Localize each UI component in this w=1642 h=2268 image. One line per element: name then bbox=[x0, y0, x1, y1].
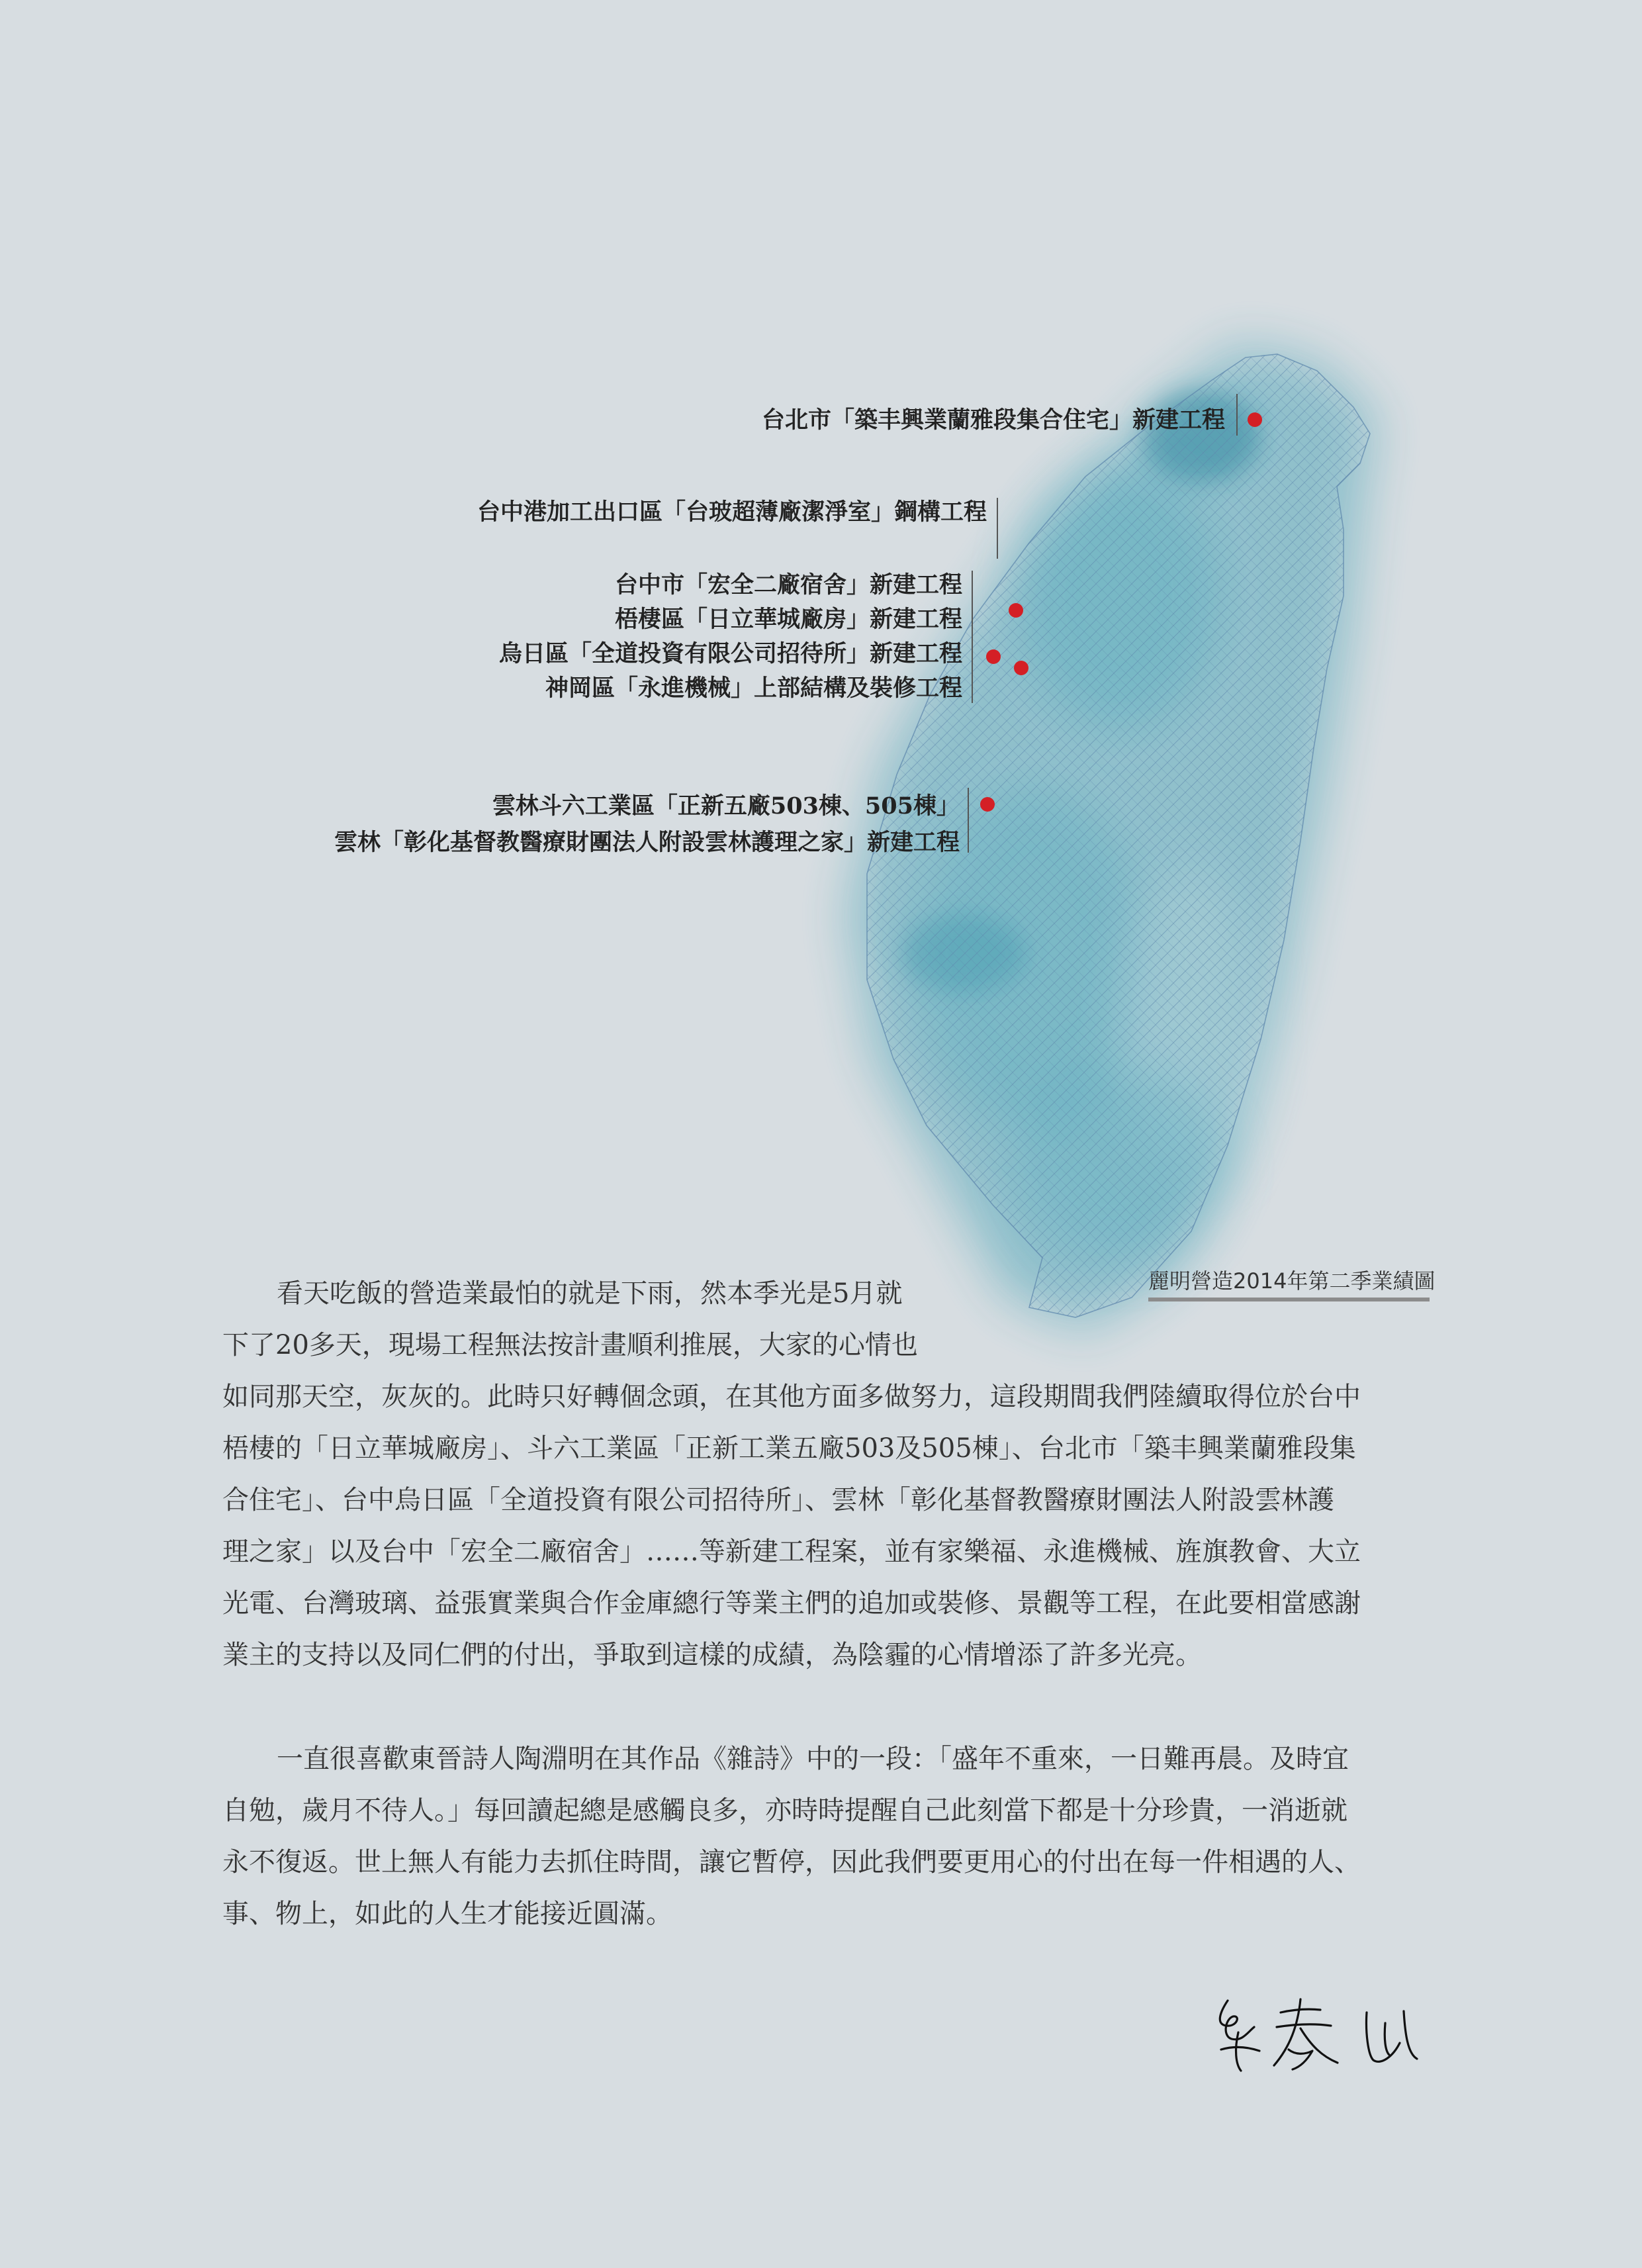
project-label-hongquan: 台中市「宏全二廠宿舍」新建工程 bbox=[614, 571, 962, 598]
project-label-wuri: 烏日區「全道投資有限公司招待所」新建工程 bbox=[498, 640, 962, 667]
paragraph2-line-3: 永不復返。世上無人有能力去抓住時間，讓它暫停，因此我們要更用心的付出在每一件相遇的人、 bbox=[222, 1847, 1361, 1877]
paragraph1-line-1: 看天吃飯的營造業最怕的就是下雨，然本季光是5月就 bbox=[277, 1278, 903, 1309]
project-marker-wuqi bbox=[1009, 603, 1023, 618]
callout-line-taichung-group bbox=[972, 571, 973, 703]
paragraph2-line-2: 自勉，歲月不待人。」每回讀起總是感觸良多，亦時時提醒自己此刻當下都是十分珍貴，一消逝就 bbox=[222, 1795, 1347, 1826]
signature-image bbox=[1208, 1986, 1426, 2085]
project-marker-taipei bbox=[1248, 412, 1262, 427]
paragraph2-line-4: 事、物上，如此的人生才能接近圓滿。 bbox=[222, 1899, 672, 1929]
paragraph1-line-3: 如同那天空，灰灰的。此時只好轉個念頭，在其他方面多做努力，這段期間我們陸續取得位於台中 bbox=[222, 1382, 1361, 1412]
project-label-shengang: 神岡區「永進機械」上部結構及裝修工程 bbox=[545, 675, 962, 702]
project-label-taichung-port: 台中港加工出口區「台玻超薄廠潔淨室」鋼構工程 bbox=[477, 498, 987, 526]
project-marker-taichung-port bbox=[986, 649, 1001, 664]
callout-line-taipei bbox=[1236, 394, 1238, 436]
project-marker-yunlin bbox=[980, 797, 995, 812]
map-caption: 麗明營造2014年第二季業績圖 bbox=[1148, 1268, 1436, 1294]
paragraph2-line-1: 一直很喜歡東晉詩人陶淵明在其作品《雜詩》中的一段：「盛年不重來，一日難再晨。及時宜 bbox=[277, 1744, 1349, 1774]
paragraph1-line-7: 光電、台灣玻璃、益張實業與合作金庫總行等業主們的追加或裝修、景觀等工程，在此要相當感謝 bbox=[222, 1588, 1361, 1619]
project-label-yunlin-douliu: 雲林斗六工業區「正新五廠503棟、505棟」 bbox=[492, 792, 960, 820]
caption-rule bbox=[1148, 1298, 1430, 1301]
paragraph1-line-4: 梧棲的「日立華城廠房」、斗六工業區「正新工業五廠503及505棟」、台北市「築丰興業蘭雅段集 bbox=[222, 1433, 1356, 1464]
callout-line-yunlin bbox=[968, 788, 969, 853]
callout-line-taichung bbox=[997, 498, 998, 559]
project-label-wuqi: 梧棲區「日立華城廠房」新建工程 bbox=[614, 606, 962, 633]
paragraph1-line-8: 業主的支持以及同仁們的付出，爭取到這樣的成績，為陰霾的心情增添了許多光亮。 bbox=[222, 1640, 1202, 1670]
project-marker-wuri bbox=[1014, 661, 1028, 675]
paragraph1-line-6: 理之家」以及台中「宏全二廠宿舍」……等新建工程案，並有家樂福、永進機械、旌旗教會、大立 bbox=[222, 1536, 1361, 1567]
paragraph1-line-2: 下了20多天，現場工程無法按計畫順利推展，大家的心情也 bbox=[222, 1330, 918, 1360]
project-label-yunlin-nursing: 雲林「彰化基督教醫療財團法人附設雲林護理之家」新建工程 bbox=[334, 829, 960, 856]
paragraph1-line-5: 合住宅」、台中烏日區「全道投資有限公司招待所」、雲林「彰化基督教醫療財團法人附設雲林護 bbox=[222, 1485, 1334, 1515]
project-label-taipei: 台北市「築丰興業蘭雅段集合住宅」新建工程 bbox=[761, 406, 1225, 434]
